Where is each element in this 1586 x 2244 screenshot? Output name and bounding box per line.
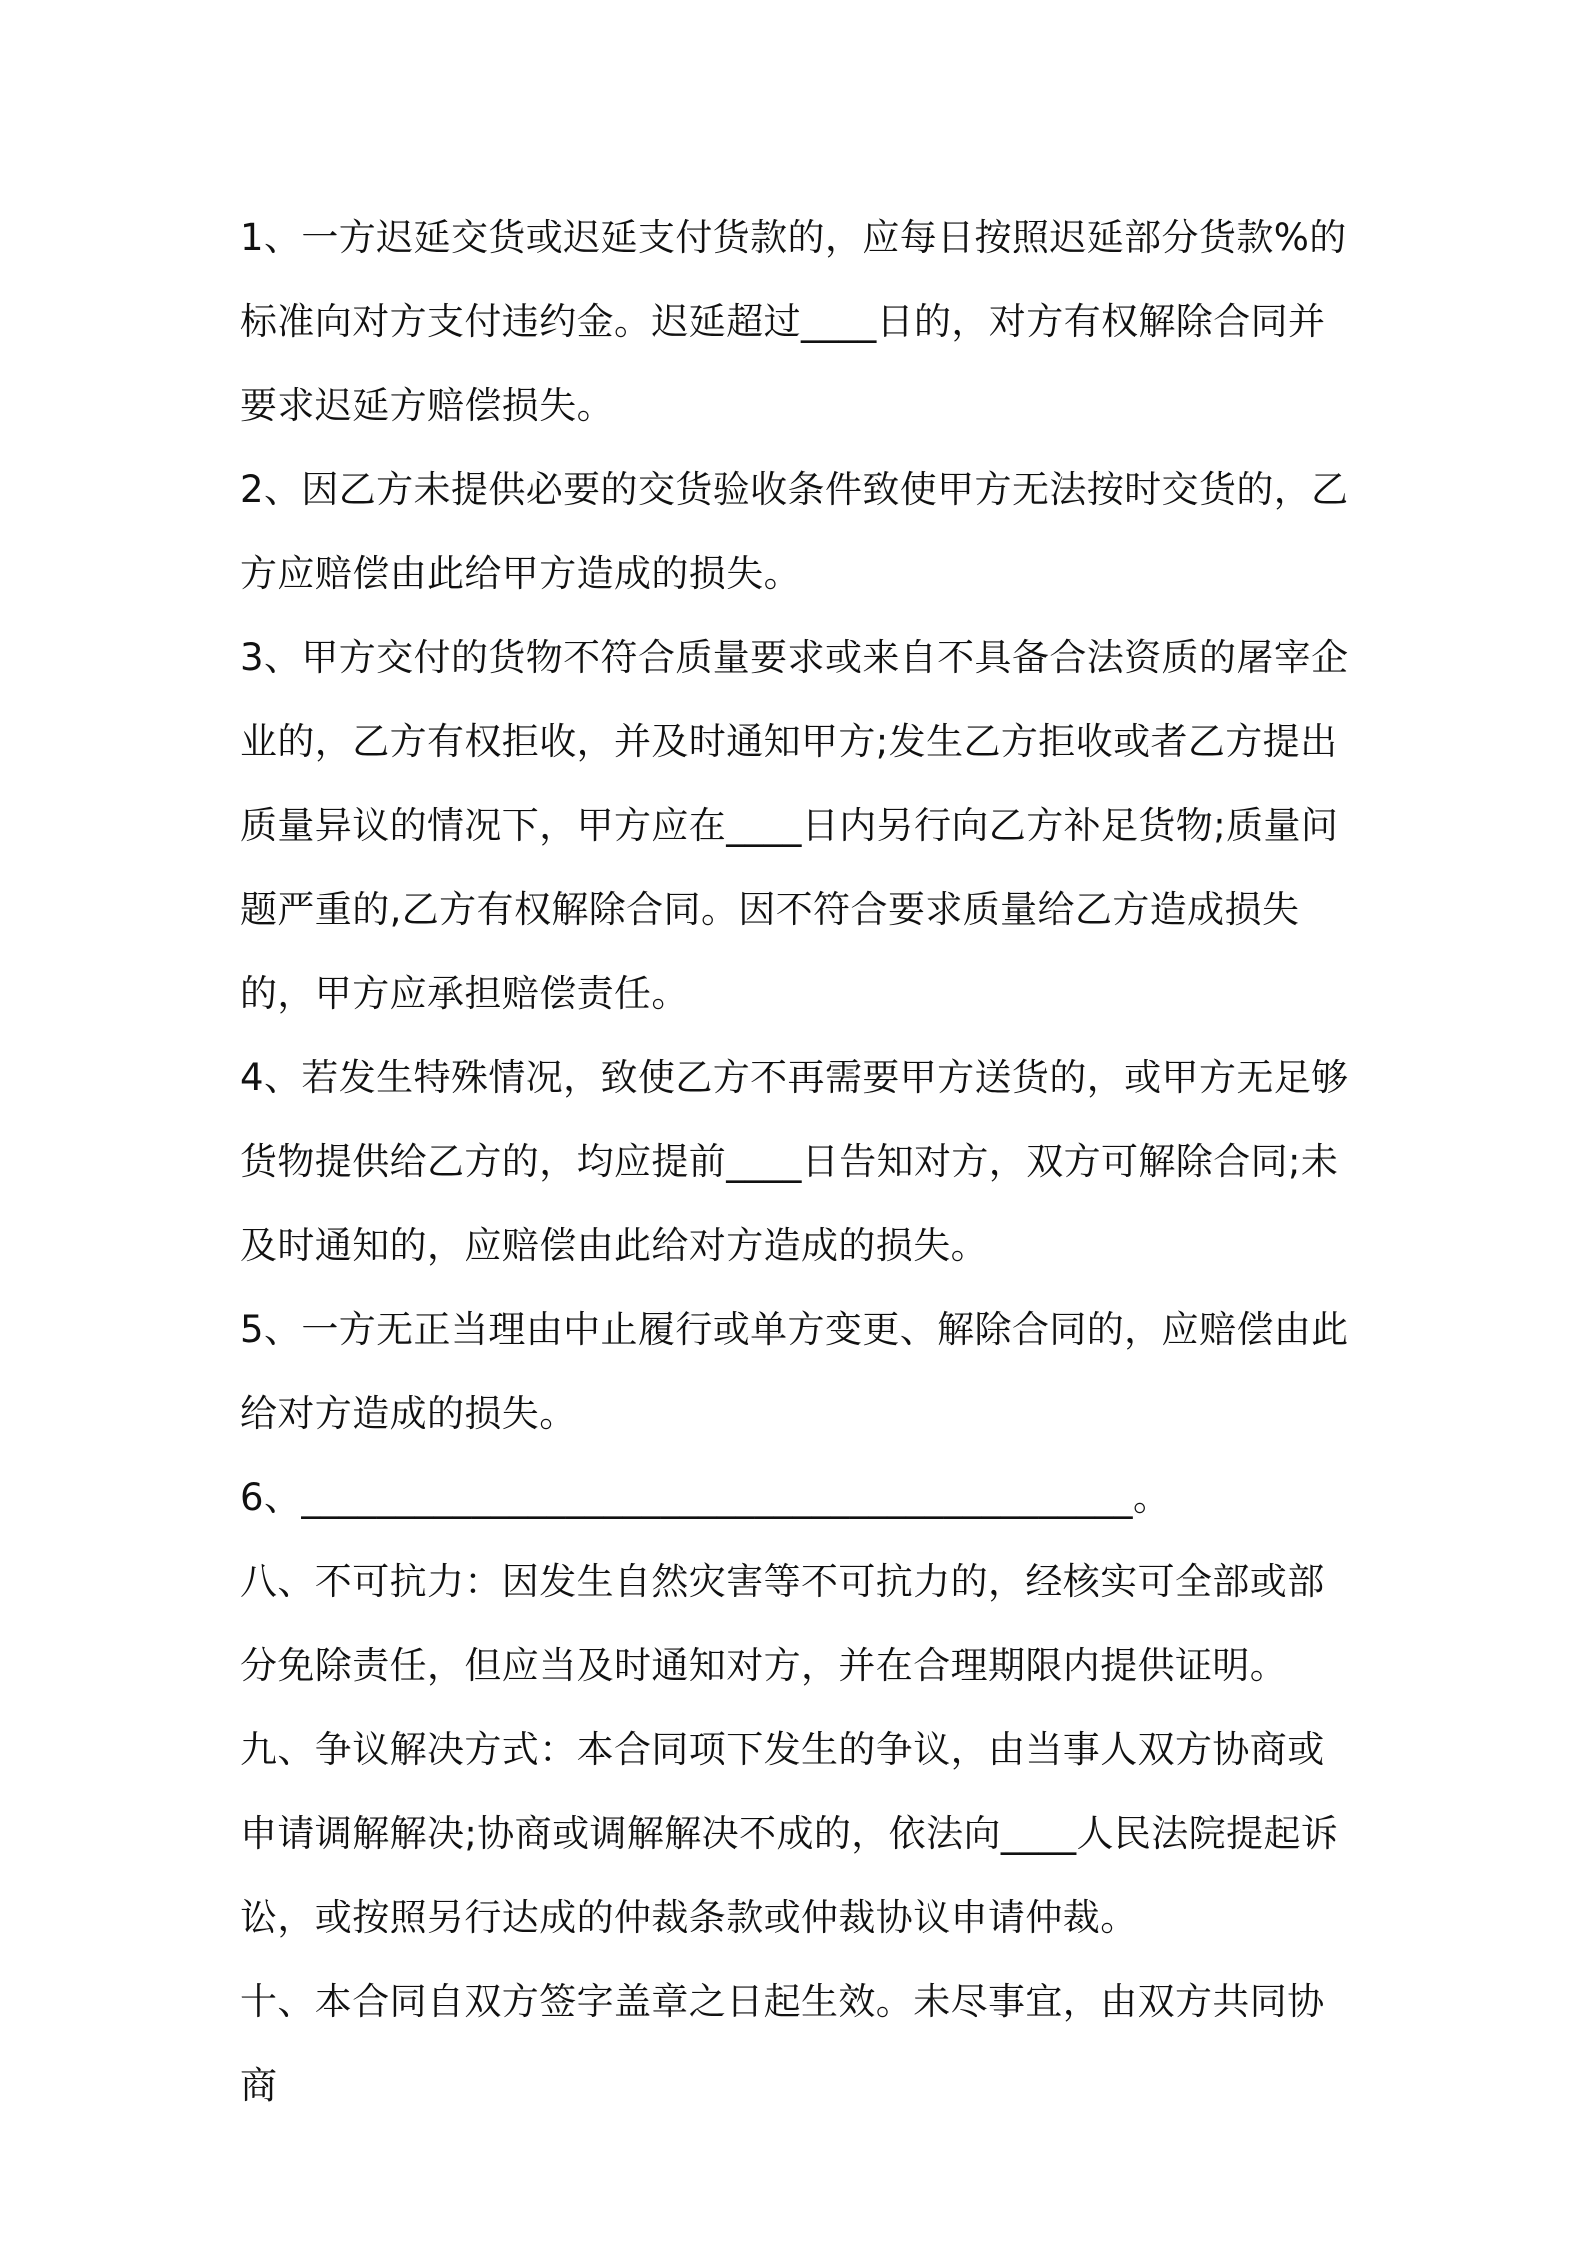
force-majeure-paragraph: 八、不可抗力：因发生自然灾害等不可抗力的，经核实可全部或部分免除责任，但应当及时通知对方，并在合理期限内提供证明。 <box>240 1560 1325 1687</box>
clause-3-paragraph: 3、甲方交付的货物不符合质量要求或来自不具备合法资质的屠宰企业的，乙方有权拒收，并及时通知甲方;发生乙方拒收或者乙方提出质量异议的情况下，甲方应在____日内另行向乙方补足货物;质量问题严重的,乙方有权解除合同。因不符合要求质量给乙方造成损失的，甲方应承担赔偿责任。 <box>240 636 1349 1015</box>
effective-date-paragraph: 十、本合同自双方签字盖章之日起生效。未尽事宜，由双方共同协商 <box>240 1980 1325 2107</box>
document-body <box>240 196 1360 2128</box>
clause-1-paragraph: 1、一方迟延交货或迟延支付货款的，应每日按照迟延部分货款%的标准向对方支付违约金。迟延超过____日的，对方有权解除合同并要求迟延方赔偿损失。 <box>240 216 1347 427</box>
dispute-resolution-paragraph: 九、争议解决方式：本合同项下发生的争议，由当事人双方协商或申请调解解决;协商或调解解决不成的，依法向____人民法院提起诉讼，或按照另行达成的仲裁条款或仲裁协议申请仲裁。 <box>240 1728 1339 1939</box>
clause-6-paragraph: 6、____________________________________________。 <box>240 1476 1171 1519</box>
clause-2-paragraph: 2、因乙方未提供必要的交货验收条件致使甲方无法按时交货的，乙方应赔偿由此给甲方造成的损失。 <box>240 468 1349 595</box>
clause-4-paragraph: 4、若发生特殊情况，致使乙方不再需要甲方送货的，或甲方无足够货物提供给乙方的，均应提前____日告知对方，双方可解除合同;未及时通知的，应赔偿由此给对方造成的损失。 <box>240 1056 1349 1267</box>
clause-5-paragraph: 5、一方无正当理由中止履行或单方变更、解除合同的，应赔偿由此给对方造成的损失。 <box>240 1308 1349 1435</box>
